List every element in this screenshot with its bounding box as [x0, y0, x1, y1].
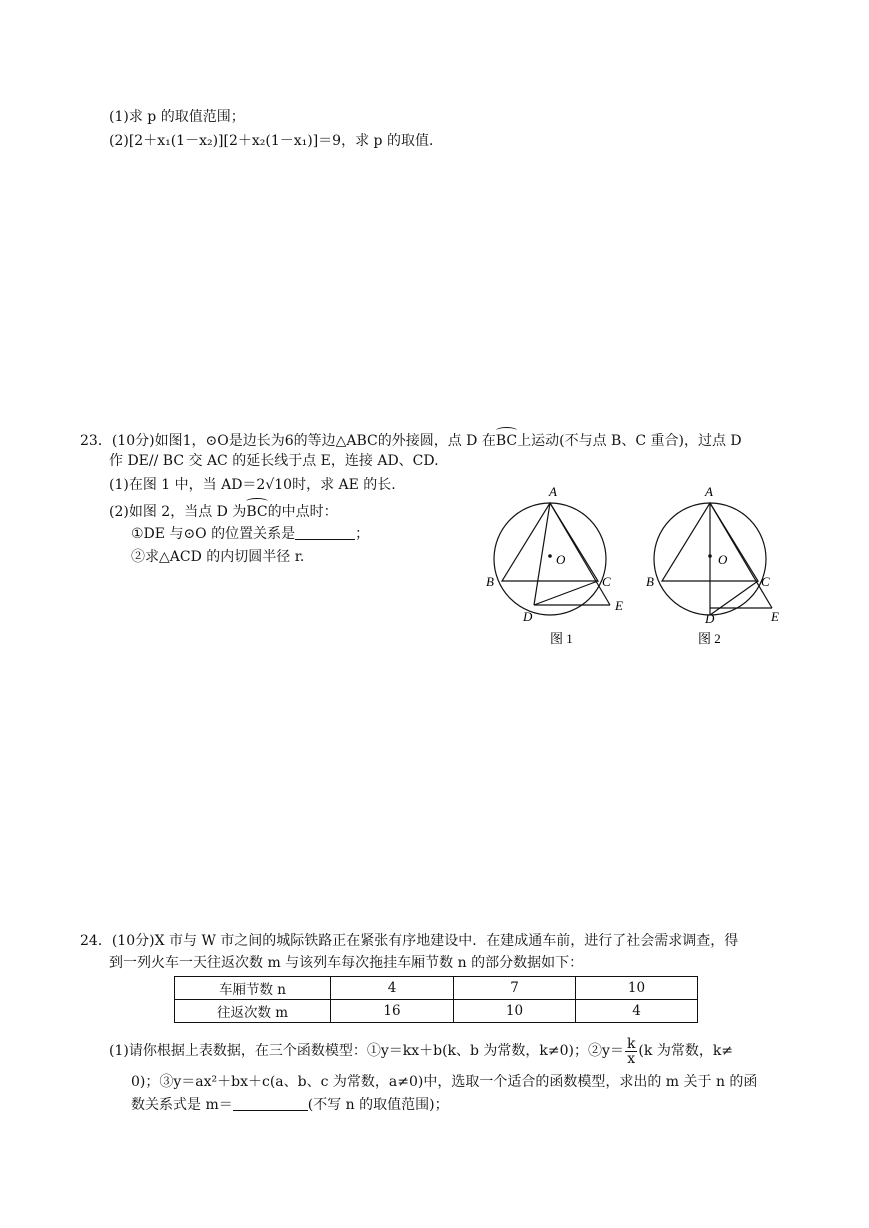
data-table: [174, 976, 698, 1023]
arc-bc-label: BC: [495, 433, 518, 449]
q23-number: 23．: [80, 433, 112, 449]
q23-part1: (1)在图 1 中，当 AD＝2√10时，求 AE 的长.: [109, 477, 396, 493]
fig1-caption: 图 1: [550, 631, 573, 646]
arc-bc-label-2: BC: [246, 504, 268, 520]
figure-2: [638, 480, 798, 650]
q24-text1: X 市与 W 市之间的城际铁路正在紧张有序地建设中．在建成通车前，进行了社会需求调查，得: [154, 933, 739, 949]
q23-part2-b: 的中点时：: [267, 504, 338, 520]
q23-sub1-a: ①DE 与⊙O 的位置关系是: [131, 526, 296, 542]
fig1-label-o: O: [556, 552, 566, 567]
fig2-label-d: D: [705, 611, 715, 626]
fig1-label-c: C: [602, 574, 611, 589]
table-cell: 10: [454, 1000, 576, 1023]
table-cell: 4: [331, 977, 454, 1000]
q22-part1: (1)求 p 的取值范围；: [109, 109, 245, 125]
fig1-label-e: E: [615, 598, 623, 613]
q24-score: (10分): [111, 933, 155, 949]
answer-blank-1[interactable]: [295, 525, 355, 540]
fraction-numerator: k: [626, 1035, 636, 1052]
q23-score: (10分): [111, 433, 155, 449]
q24-part1-line3-b: (不写 n 的取值范围)；: [307, 1097, 449, 1113]
figure-1: [478, 480, 638, 650]
answer-blank-2[interactable]: [233, 1096, 308, 1111]
q23-text1a: 如图1，⊙O是边长为6的等边△ABC的外接圆，点 D 在: [154, 433, 496, 449]
fraction-denominator: x: [627, 1050, 636, 1067]
q23-text1b: 上运动(不与点 B、C 重合)，过点 D: [517, 433, 742, 449]
q23-line1: [80, 432, 742, 450]
q22-part2: (2)[2＋x₁(1－x₂)][2＋x₂(1－x₁)]＝9，求 p 的取值．: [109, 133, 443, 149]
fig1-label-a: A: [549, 484, 557, 499]
fig2-caption: 图 2: [698, 631, 721, 646]
fig2-label-e: E: [771, 609, 779, 624]
fig1-label-d: D: [523, 609, 533, 624]
q24-part1-line3: [131, 1096, 449, 1114]
table-row: [175, 977, 698, 1000]
table-row: [175, 1000, 698, 1023]
fig2-label-b: B: [646, 574, 654, 589]
q24-part1-line2: 0)；③y＝ax²＋bx＋c(a、b、c 为常数，a≠0)中，选取一个适合的函数模型，求出的 m 关于 n 的函: [131, 1074, 758, 1090]
q24-line2: 到一列火车一天往返次数 m 与该列车每次拖挂车厢节数 n 的部分数据如下：: [109, 955, 584, 971]
q24-part1-line1: [109, 1036, 733, 1066]
fig2-label-c: C: [761, 574, 770, 589]
q23-sub2: ②求△ACD 的内切圆半径 r.: [131, 549, 305, 565]
q23-sub1: [131, 525, 369, 543]
table-cell: 16: [331, 1000, 454, 1023]
q24-line1: [80, 932, 738, 950]
q24-part1-a: (1)请你根据上表数据，在三个函数模型：①y＝kx＋b(k、b 为常数，k≠0)；②y＝: [109, 1043, 624, 1059]
q23-line2: 作 DE// BC 交 AC 的延长线于点 E，连接 AD、CD.: [109, 453, 439, 469]
table-cell: 4: [576, 1000, 698, 1023]
q23-part2-a: (2)如图 2，当点 D 为: [109, 504, 247, 520]
table-cell: 7: [454, 977, 576, 1000]
q24-part1-line3-a: 数关系式是 m＝: [131, 1097, 233, 1113]
q24-part1-b: (k 为常数，k≠: [638, 1043, 734, 1059]
q23-sub1-b: ；: [355, 526, 370, 542]
fig2-label-a: A: [705, 484, 713, 499]
fraction-k-over-x: [625, 1037, 637, 1066]
table-row-header: 往返次数 m: [175, 1000, 331, 1023]
q23-part2: [109, 503, 338, 521]
q24-number: 24．: [80, 933, 112, 949]
fig1-label-b: B: [486, 574, 494, 589]
table-cell: 10: [576, 977, 698, 1000]
table-row-header: 车厢节数 n: [175, 977, 331, 1000]
fig2-label-o: O: [718, 552, 728, 567]
